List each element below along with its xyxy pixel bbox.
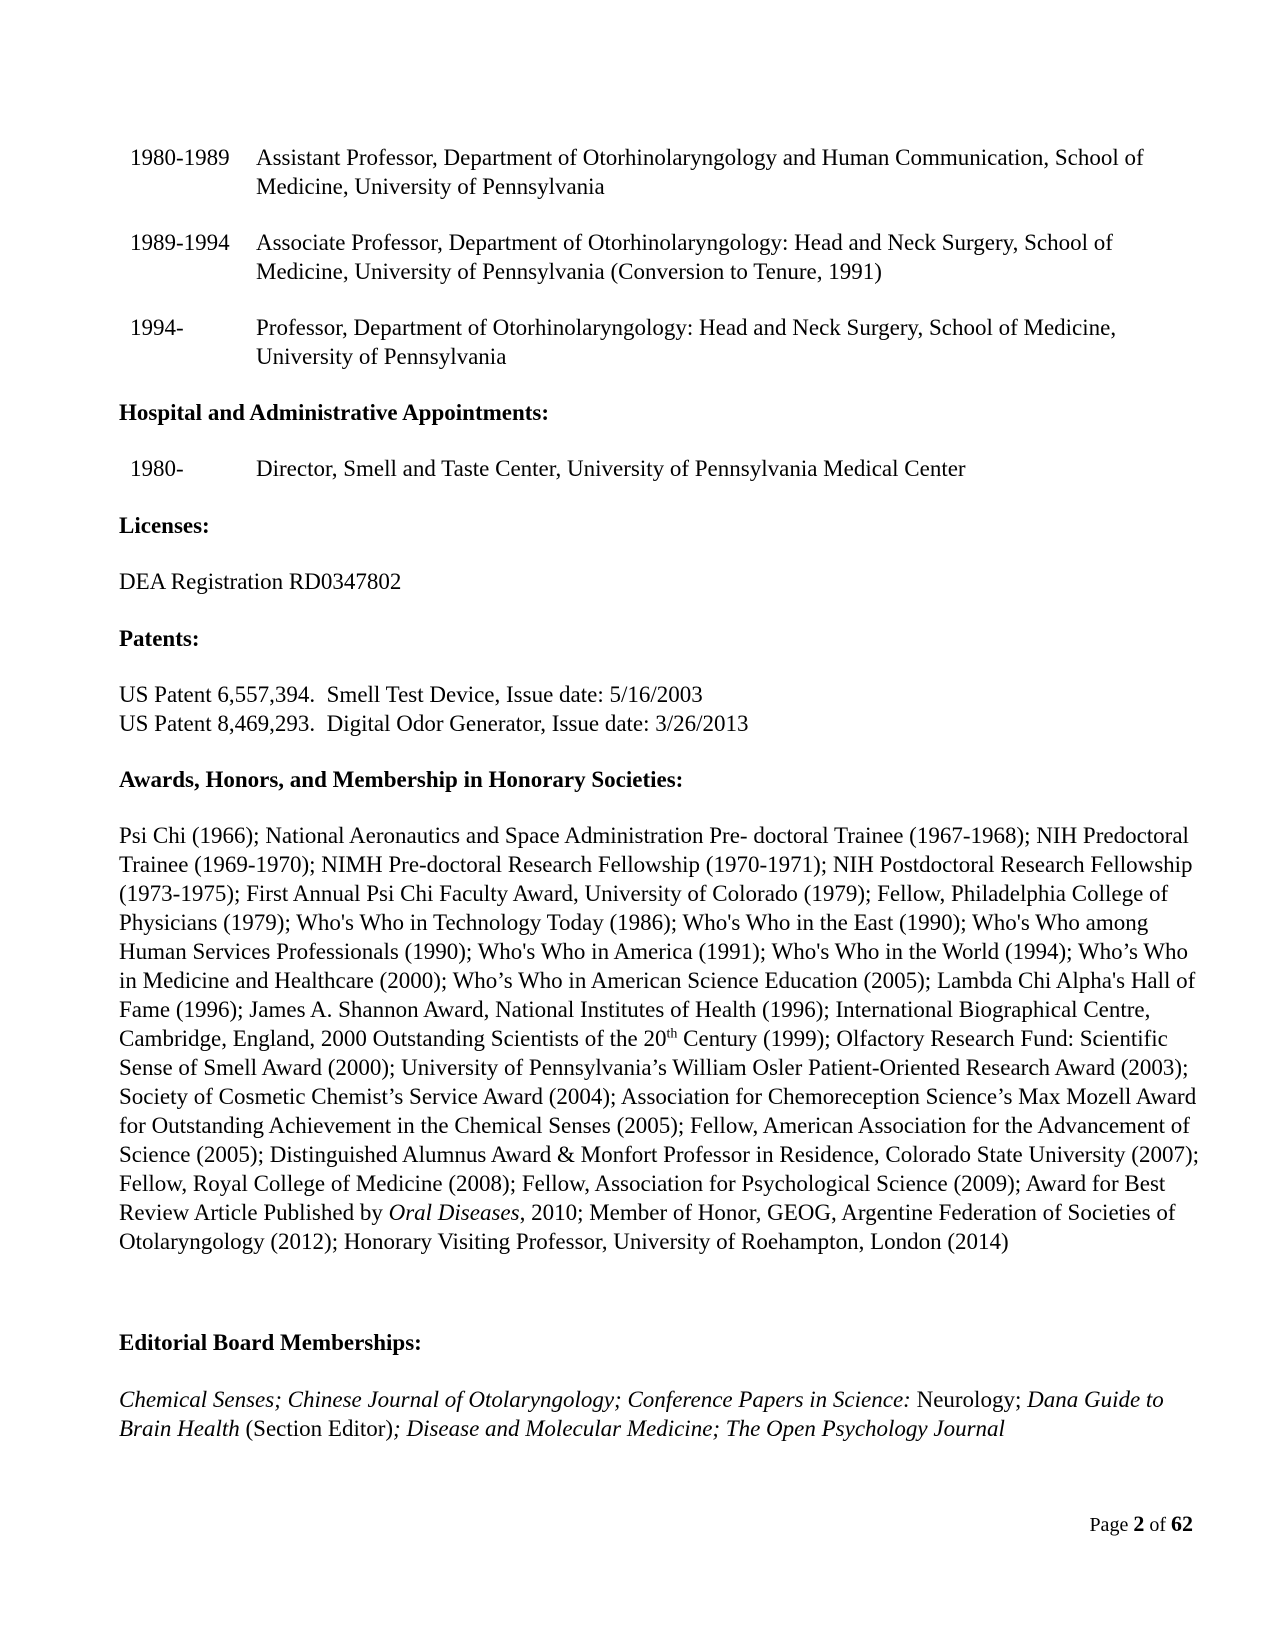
appointment-entry (130, 228, 1190, 286)
awards-text-part1: Psi Chi (1966); National Aeronautics and Space Administration Pre- doctoral Trainee (1967-1968); NIH Predoctoral Trainee (1969-1970); NIMH Pre-doctoral Research Fellowship (1970-1971); NIH Postdoctoral Research Fellowship (1973-1975); First Annual Psi Chi Faculty Award, University of Colorado (1979); Fellow, Philadelphia College of Physicians (1979); Who's Who in Technology Today (1986); Who's Who in the East (1990); Who's Who among Human Services Professionals (1990); Who's Who in America (1991); Who's Who in the World (1994); Who’s Who in Medicine and Healthcare (2000); Who’s Who in American Science Education (2005); Lambda Chi Alpha's Hall of Fame (1996); James A. Shannon Award, National Institutes of Health (1996); International Biographical Centre, Cambridge, England, 2000 Outstanding Scientists of the 20 (119, 823, 1196, 1051)
section-heading-licenses: Licenses: (119, 513, 210, 538)
appointment-entry (130, 143, 1190, 201)
appointment-years: 1994- (130, 315, 184, 340)
license-text: DEA Registration RD0347802 (119, 569, 402, 594)
page-number-total: 62 (1171, 1511, 1193, 1536)
journal-list-italic: Chemical Senses; Chinese Journal of Otolaryngology; Conference Papers in Science: (119, 1387, 911, 1412)
page-number-current: 2 (1133, 1511, 1145, 1536)
patent-item: US Patent 6,557,394. Smell Test Device, Issue date: 5/16/2003 (119, 682, 703, 707)
appointment-years: 1980- (130, 456, 184, 481)
appointment-years: 1980-1989 (130, 145, 230, 170)
hospital-appointment-entry (130, 454, 1190, 483)
journal-title-italic: Dana Guide to Brain Health (119, 1387, 1164, 1441)
ordinal-superscript: th (666, 1026, 678, 1042)
page-number-prefix: Page (1089, 1514, 1129, 1536)
patent-list (119, 680, 1199, 738)
appointment-description: Associate Professor, Department of Otorhinolaryngology: Head and Neck Surgery, School of Medicine, University of Pennsylvania (Conversion to Tenure, 1991) (256, 230, 1113, 284)
page-number-of: of (1149, 1514, 1166, 1536)
appointment-years: 1989-1994 (130, 230, 230, 255)
patent-item: US Patent 8,469,293. Digital Odor Generator, Issue date: 3/26/2013 (119, 711, 749, 736)
journal-title-italic: Oral Diseases (388, 1200, 520, 1225)
awards-text-part3: , 2010; Member of Honor, GEOG, Argentine Federation of Societies of Otolaryngology (2012); Honorary Visiting Professor, University of Roehampton, London (2014) (119, 1200, 1176, 1254)
editorial-paragraph (119, 1385, 1199, 1443)
awards-paragraph (119, 821, 1199, 1256)
journal-list-italic: ; Disease and Molecular Medicine; The Open Psychology Journal (393, 1416, 1005, 1441)
appointment-entry (130, 313, 1190, 371)
appointment-description: Professor, Department of Otorhinolaryngology: Head and Neck Surgery, School of Medicine, University of Pennsylvania (256, 315, 1117, 369)
section-heading-hospital: Hospital and Administrative Appointments: (119, 400, 550, 425)
section-heading-editorial: Editorial Board Memberships: (119, 1330, 422, 1355)
editorial-text: Neurology; (910, 1387, 1028, 1412)
appointment-description: Assistant Professor, Department of Otorhinolaryngology and Human Communication, School of Medicine, University of Pennsylvania (256, 145, 1144, 199)
page-number (1000, 1509, 1193, 1540)
appointment-description: Director, Smell and Taste Center, University of Pennsylvania Medical Center (256, 456, 966, 481)
section-heading-awards: Awards, Honors, and Membership in Honorary Societies: (119, 767, 684, 792)
section-heading-patents: Patents: (119, 626, 200, 651)
awards-text-part2: Century (1999); Olfactory Research Fund: Scientific Sense of Smell Award (2000); University of Pennsylvania’s William Osler Patient-Oriented Research Award (2003); Society of Cosmetic Chemist’s Service Award (2004); Association for Chemoreception Science’s Max Mozell Award for Outstanding Achievement in the Chemical Senses (2005); Fellow, American Association for the Advancement of Science (2005); Distinguished Alumnus Award & Monfort Professor in Residence, Colorado State University (2007); Fellow, Royal College of Medicine (2008); Fellow, Association for Psychological Science (2009); Award for Best Review Article Published by (119, 1026, 1200, 1225)
editorial-text: (Section Editor) (239, 1416, 394, 1441)
